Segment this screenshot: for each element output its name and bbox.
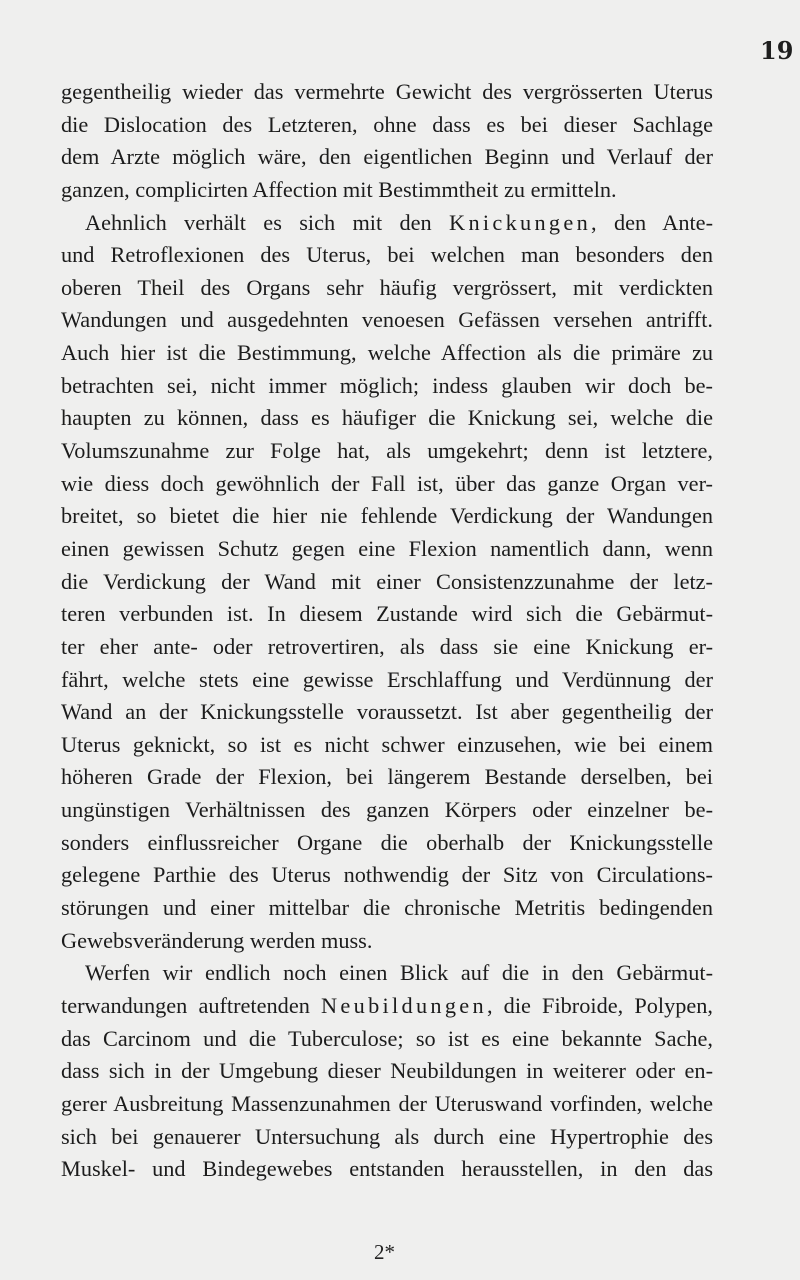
text-line bbox=[61, 207, 713, 240]
text-line: sonders einflussreicher Organe die oberhalb der Knickungsstelle bbox=[61, 829, 713, 855]
text-line: einen gewissen Schutz gegen eine Flexion namentlich dann, wenn bbox=[61, 535, 713, 561]
text-segment: , die Fibroide, Polypen, bbox=[486, 992, 713, 1018]
text-line: breitet, so bietet die hier nie fehlende Verdickung der Wandungen bbox=[61, 503, 713, 529]
text-line: Uterus geknickt, so ist es nicht schwer einzusehen, wie bei einem bbox=[61, 731, 713, 757]
text-line: störungen und einer mittelbar die chronische Metritis bedingenden bbox=[61, 895, 713, 921]
text-line: das Carcinom und die Tuberculose; so ist es eine bekannte Sache, bbox=[61, 1025, 713, 1051]
text-line: Volumszunahme zur Folge hat, als umgekehrt; denn ist letztere, bbox=[61, 438, 713, 464]
signature-mark: 2* bbox=[374, 1240, 395, 1264]
text-line: haupten zu können, dass es häufiger die Knickung sei, welche die bbox=[61, 405, 713, 431]
text-line: Wand an der Knickungsstelle voraussetzt. Ist aber gegentheilig der bbox=[61, 699, 713, 725]
text-line: gegentheilig wieder das vermehrte Gewicht des vergrösserten Uterus bbox=[61, 79, 713, 104]
text-line: Wandungen und ausgedehnten venoesen Gefässen versehen antrifft. bbox=[61, 307, 713, 333]
text-line: Gewebsveränderung werden muss. bbox=[61, 927, 373, 953]
text-line: und Retroflexionen des Uterus, bei welchen man besonders den bbox=[61, 242, 713, 268]
text-segment: , den Ante- bbox=[591, 209, 713, 235]
text-line: oberen Theil des Organs sehr häufig vergrössert, mit verdickten bbox=[61, 274, 713, 300]
text-line: Werfen wir endlich noch einen Blick auf die in den Gebärmut- bbox=[85, 960, 713, 986]
text-line: sich bei genauerer Untersuchung als durch eine Hypertrophie des bbox=[61, 1123, 713, 1149]
text-line: höheren Grade der Flexion, bei längerem Bestande derselben, bei bbox=[61, 764, 713, 790]
text-line: gerer Ausbreitung Massenzunahmen der Uteruswand vorfinden, welche bbox=[61, 1090, 713, 1116]
text-line: betrachten sei, nicht immer möglich; indess glauben wir doch be- bbox=[61, 372, 713, 398]
text-line: Auch hier ist die Bestimmung, welche Affection als die primäre zu bbox=[61, 340, 713, 366]
text-line: teren verbunden ist. In diesem Zustande wird sich die Gebärmut- bbox=[61, 601, 713, 627]
text-line: dass sich in der Umgebung dieser Neubildungen in weiterer oder en- bbox=[61, 1058, 713, 1084]
text-segment: terwandungen auftretenden bbox=[61, 992, 322, 1018]
text-line: fährt, welche stets eine gewisse Erschlaffung und Verdünnung der bbox=[61, 666, 713, 692]
emphasized-term: Knickungen bbox=[449, 209, 592, 235]
emphasized-term: Neubildungen bbox=[321, 992, 487, 1018]
text-line bbox=[61, 990, 713, 1023]
text-segment: Aehnlich verhält es sich mit den bbox=[85, 209, 450, 235]
text-line: ungünstigen Verhältnissen des ganzen Körpers oder einzelner be- bbox=[61, 797, 713, 823]
page-number: 19 bbox=[760, 36, 794, 65]
text-line: die Dislocation des Letzteren, ohne dass es bei dieser Sachlage bbox=[61, 111, 713, 137]
text-line: ganzen, complicirten Affection mit Bestimmtheit zu ermitteln. bbox=[61, 176, 617, 202]
text-line: dem Arzte möglich wäre, den eigentlichen Beginn und Verlauf der bbox=[61, 144, 713, 170]
text-line: gelegene Parthie des Uterus nothwendig der Sitz von Circulations- bbox=[61, 862, 713, 888]
text-line: wie diess doch gewöhnlich der Fall ist, über das ganze Organ ver- bbox=[61, 470, 713, 496]
text-line: ter eher ante- oder retrovertiren, als dass sie eine Knickung er- bbox=[61, 633, 713, 659]
text-line: die Verdickung der Wand mit einer Consistenzzunahme der letz- bbox=[61, 568, 713, 594]
text-line: Muskel- und Bindegewebes entstanden herausstellen, in den das bbox=[61, 1156, 713, 1182]
body-text bbox=[61, 76, 713, 1186]
